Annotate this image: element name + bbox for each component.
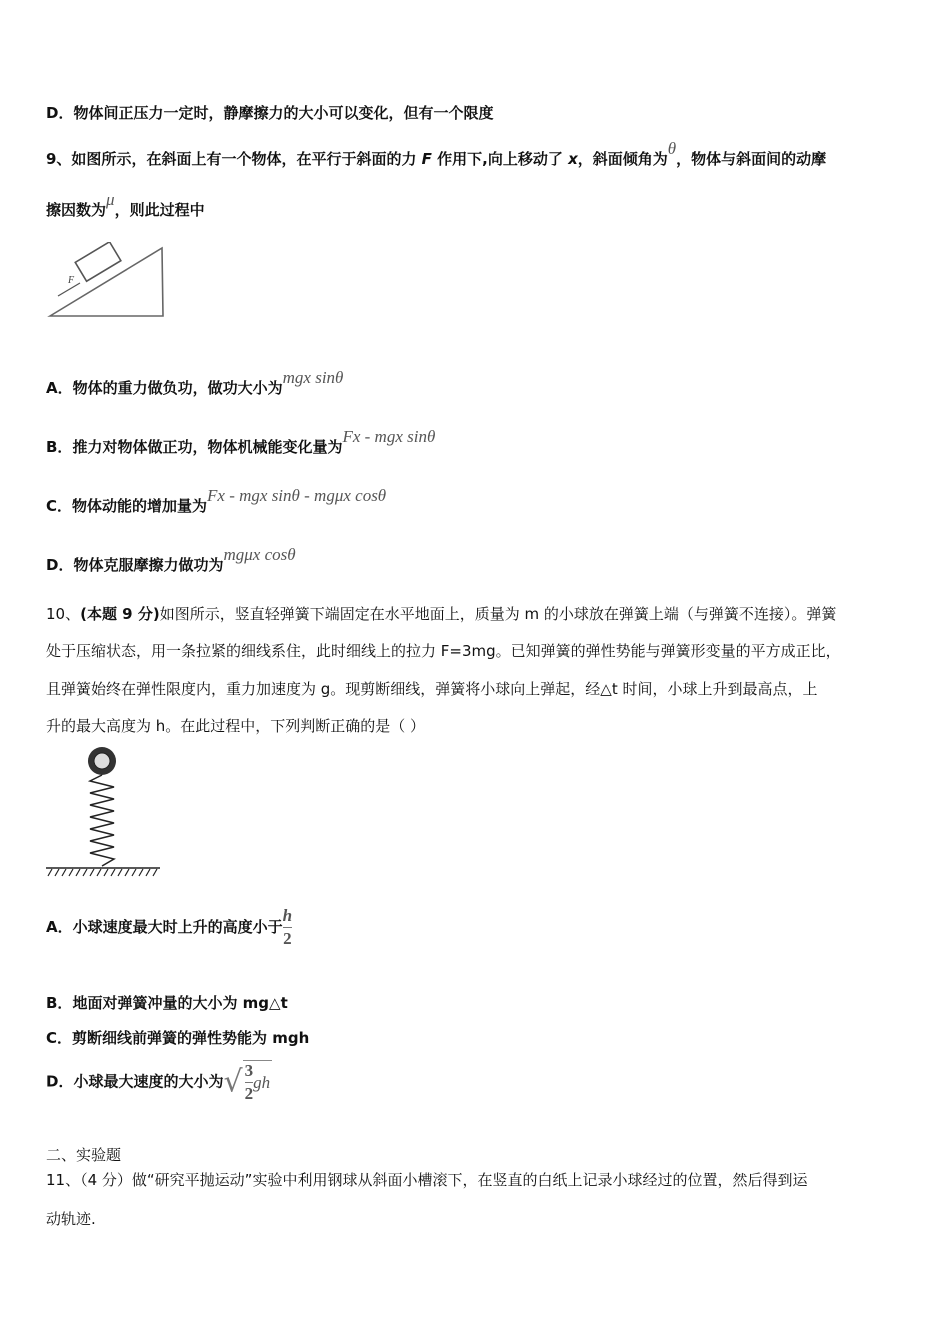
- q9-stem-line1: [46, 139, 827, 169]
- q9-option-d: [46, 545, 296, 575]
- option-label: B．: [46, 994, 73, 1012]
- option-text: 地面对弹簧冲量的大小为 mg△t: [72, 994, 288, 1012]
- option-formula: Fx - mgx sinθ - mgμx cosθ: [207, 486, 387, 505]
- block: [75, 242, 121, 281]
- q9-stem-text: 作用下,向上移动了: [431, 150, 569, 168]
- q10-option-a: [46, 906, 292, 949]
- option-text: 小球速度最大时上升的高度小于: [72, 918, 283, 936]
- q8-option-d: [46, 102, 493, 123]
- sqrt-icon: √: [223, 1064, 243, 1100]
- incline-figure: [44, 242, 170, 324]
- x-symbol: x: [568, 150, 578, 168]
- q9-stem-text: 擦因数为: [46, 201, 107, 219]
- option-formula: mgμx cosθ: [223, 545, 296, 564]
- option-label: D．: [46, 104, 74, 122]
- option-text: 物体间正压力一定时，静摩擦力的大小可以变化，但有一个限度: [73, 104, 494, 122]
- fraction-numerator: 3: [244, 1061, 254, 1080]
- q10-option-d: [46, 1060, 272, 1104]
- fraction: [245, 1061, 254, 1104]
- option-text: 物体的重力做负功，做功大小为: [72, 379, 283, 397]
- q11-stem-line2: 动轨迹.: [46, 1210, 96, 1228]
- q11-stem-line1: 11、（4 分）做“研究平抛运动”实验中利用钢球从斜面小槽滚下，在竖直的白纸上记录小球经过的位置，然后得到运: [46, 1171, 808, 1189]
- option-text: 物体克服摩擦力做功为: [73, 556, 224, 574]
- ground-hatch: [48, 869, 157, 876]
- theta-symbol: θ: [667, 139, 677, 158]
- fraction-denominator: 2: [244, 1084, 254, 1103]
- q9-option-b: [46, 427, 436, 457]
- fraction-denominator: 2: [283, 929, 292, 948]
- option-label: A．: [46, 918, 73, 936]
- option-label: D．: [46, 556, 74, 574]
- option-text: 剪断细线前弹簧的弹性势能为 mgh: [72, 1029, 310, 1047]
- option-formula: mgx sinθ: [282, 368, 344, 387]
- q10-number: 10、: [46, 605, 81, 623]
- sqrt-expression: [223, 1060, 272, 1104]
- q9-stem-text: ，斜面倾角为: [577, 150, 668, 168]
- option-text: 小球最大速度的大小为: [73, 1072, 224, 1091]
- option-label: D．: [46, 1072, 74, 1091]
- q9-option-c: [46, 486, 387, 516]
- q9-stem-line2: [46, 190, 205, 220]
- q10-score: (本题 9 分): [80, 605, 160, 623]
- q10-option-b: [46, 992, 288, 1013]
- force-symbol: F: [421, 150, 432, 168]
- q9-stem-text: ，则此过程中: [114, 201, 205, 219]
- fraction-numerator: h: [282, 906, 293, 925]
- force-label: F: [68, 275, 75, 286]
- spring-figure: [44, 744, 164, 878]
- q10-stem-line4: 升的最大高度为 h。在此过程中，下列判断正确的是（ ）: [46, 717, 426, 735]
- option-formula: Fx - mgx sinθ: [342, 427, 436, 446]
- q10-stem-line3: 且弹簧始终在弹性限度内，重力加速度为 g。现剪断细线，弹簧将小球向上弹起，经△t 时间，小球上升到最高点，上: [46, 680, 818, 698]
- option-label: A．: [46, 379, 73, 397]
- q10-stem-text: 如图所示，竖直轻弹簧下端固定在水平地面上，质量为 m 的小球放在弹簧上端（与弹簧不连接）。弹簧: [159, 605, 837, 623]
- option-text: 物体动能的增加量为: [72, 497, 208, 515]
- option-label: C．: [46, 1029, 73, 1047]
- q9-option-a: [46, 368, 344, 398]
- option-label: C．: [46, 497, 73, 515]
- mu-symbol: μ: [106, 190, 115, 209]
- q10-option-c: [46, 1027, 309, 1048]
- sqrt-tail: gh: [253, 1072, 271, 1092]
- q9-stem-text: 9、如图所示，在斜面上有一个物体，在平行于斜面的力: [46, 150, 422, 168]
- q9-stem-text: ，物体与斜面间的动摩: [676, 150, 827, 168]
- section-title: 二、实验题: [46, 1146, 122, 1164]
- spring: [90, 775, 114, 866]
- option-label: B．: [46, 438, 73, 456]
- q10-stem-line2: 处于压缩状态，用一条拉紧的细线系住，此时细线上的拉力 F=3mg。已知弹簧的弹性势能与弹簧形变量的平方成正比，: [46, 642, 841, 660]
- option-text: 推力对物体做正功，物体机械能变化量为: [72, 438, 343, 456]
- q10-stem-line1: [46, 603, 836, 624]
- fraction: [283, 906, 292, 949]
